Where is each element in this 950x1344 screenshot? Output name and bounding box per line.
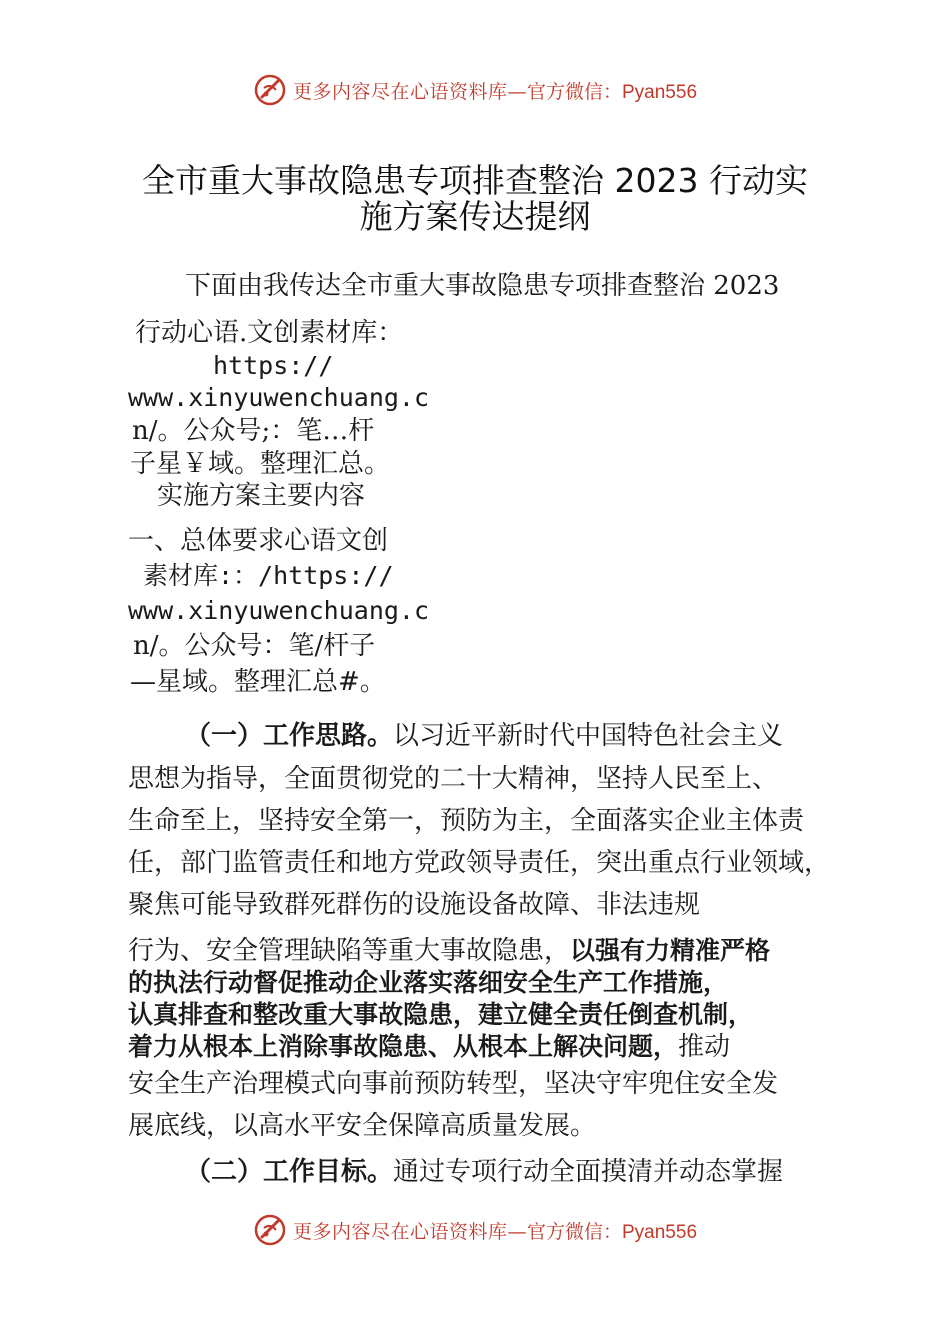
section1-bold-line: 的执法行动督促推动企业落实落细安全生产工作措施， xyxy=(128,968,729,997)
intro-line: n/。公众号;：笔…杆 xyxy=(132,416,375,446)
section1-line: 生命至上，坚持安全第一，预防为主，全面落实企业主体责 xyxy=(128,806,805,836)
brand-logo-icon xyxy=(253,73,287,107)
intro-line: 子星￥域。整理汇总。 xyxy=(130,449,391,479)
intro-line: 实施方案主要内容 xyxy=(157,481,366,511)
banner-text: 更多内容尽在心语资料库— xyxy=(292,1220,527,1243)
section1-mixed-line xyxy=(128,936,770,966)
section1-line: 聚焦可能导致群死群伤的设施设备故障、非法违规 xyxy=(128,890,701,920)
section1-line: 思想为指导，全面贯彻党的二十大精神，坚持人民至上、 xyxy=(128,764,779,794)
section1-line: 任，部门监管责任和地方党政领导责任，突出重点行业领域， xyxy=(128,848,831,878)
intro-line: —星域。整理汇总#。 xyxy=(130,667,386,697)
header-banner xyxy=(0,70,950,110)
banner-contact: 官方微信：Pyan556 xyxy=(527,1221,698,1243)
document-title xyxy=(110,163,840,235)
section1-bold-line: 认真排查和整改重大事故隐患，建立健全责任倒查机制， xyxy=(128,1000,754,1029)
intro-line: www.xinyuwenchuang.c xyxy=(128,383,430,412)
section2-heading: （二）工作目标。 xyxy=(185,1157,394,1187)
section1-line: 展底线，以高水平安全保障高质量发展。 xyxy=(128,1111,597,1141)
section1-heading: （一）工作思路。 xyxy=(185,721,394,751)
brand-logo-icon xyxy=(253,1213,287,1247)
section1-line: 安全生产治理模式向事前预防转型，坚决守牢兜住安全发 xyxy=(128,1069,779,1099)
banner-text: 更多内容尽在心语资料库— xyxy=(292,80,527,103)
section1-bold-text: 着力从根本上消除事故隐患、从根本上解决问题， xyxy=(128,1032,679,1061)
section1-text: 推动 xyxy=(678,1032,731,1062)
section1-first-line xyxy=(185,721,783,751)
section2-text: 通过专项行动全面摸清并动态掌握 xyxy=(393,1157,784,1187)
intro-line: www.xinyuwenchuang.c xyxy=(128,596,430,625)
banner-contact: 官方微信：Pyan556 xyxy=(527,81,698,103)
title-line-1: 全市重大事故隐患专项排查整治 2023 行动实 xyxy=(142,161,808,200)
intro-line: 下面由我传达全市重大事故隐患专项排查整治 2023 xyxy=(185,271,780,301)
section1-text: 以习近平新时代中国特色社会主义 xyxy=(393,721,784,751)
section1-mixed-line xyxy=(128,1032,730,1062)
intro-line: 行动心语.文创素材库： xyxy=(135,318,404,348)
intro-line: https:// xyxy=(213,351,334,380)
intro-line: 一、总体要求心语文创 xyxy=(128,526,389,556)
title-line-2: 施方案传达提纲 xyxy=(359,197,591,236)
section2-first-line xyxy=(185,1157,783,1187)
intro-line: n/。公众号：笔/杆子 xyxy=(133,631,376,661)
section1-bold-text: 以强有力精准严格 xyxy=(570,936,771,965)
section1-text: 行为、安全管理缺陷等重大事故隐患， xyxy=(128,936,571,966)
footer-banner xyxy=(0,1210,950,1250)
intro-line: 素材库:：/https:// xyxy=(143,561,394,590)
